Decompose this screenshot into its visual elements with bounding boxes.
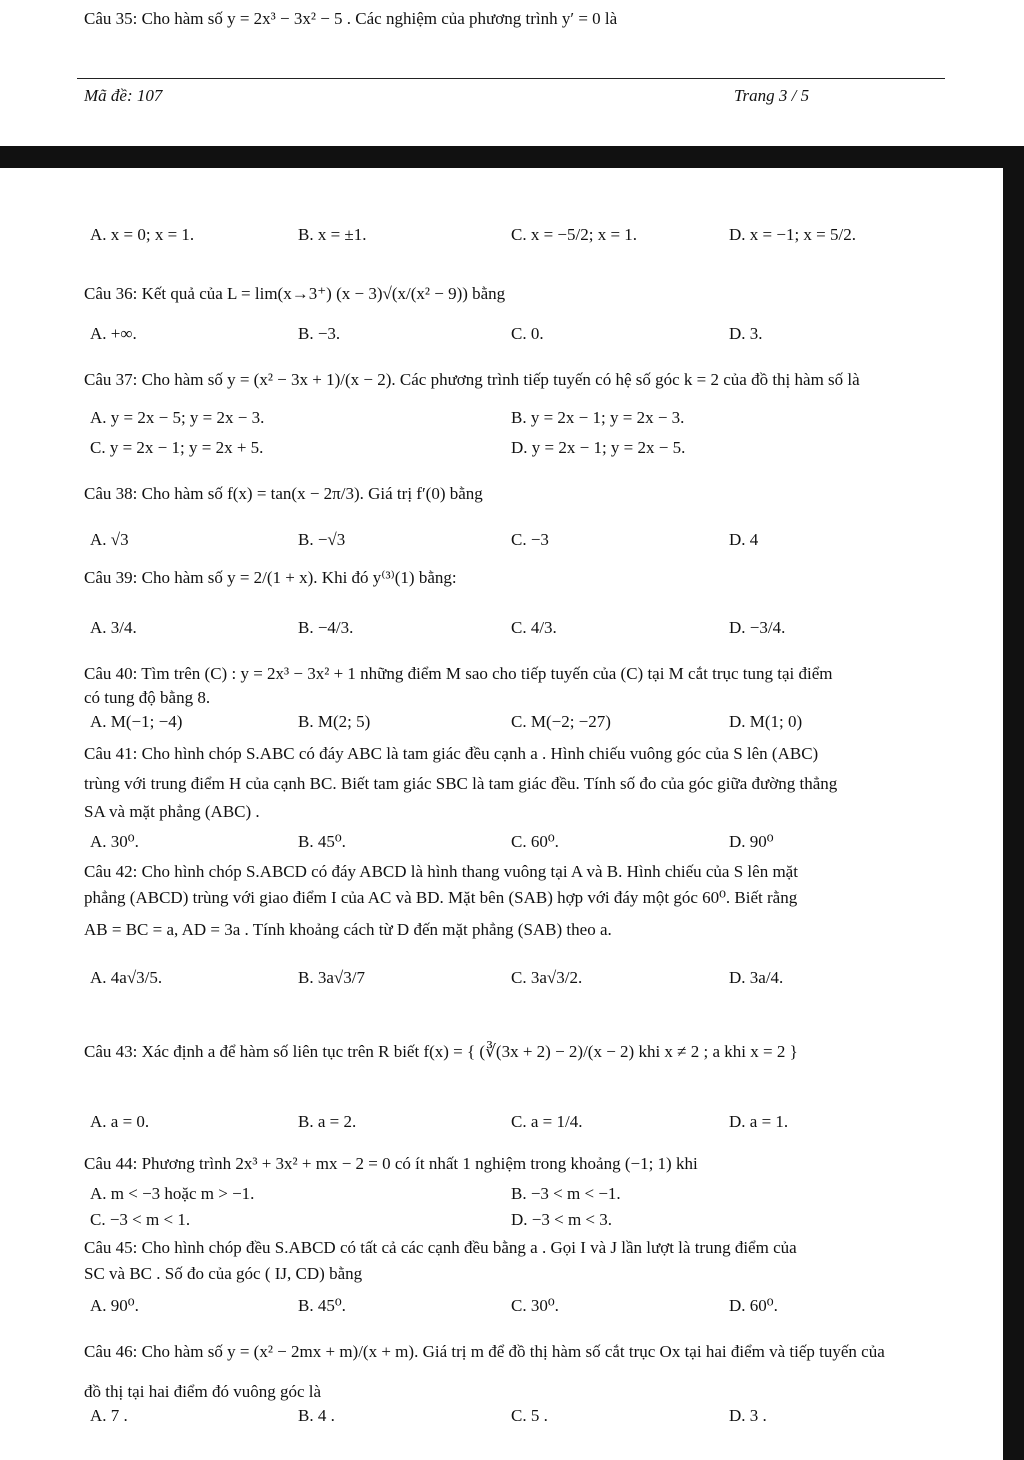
q36-option-c: C. 0. (511, 324, 544, 343)
q37-option-c: C. y = 2x − 1; y = 2x + 5. (90, 438, 264, 457)
q45-stem-line2: SC và BC . Số đo của góc ( IJ, CD) bằng (84, 1264, 363, 1283)
q45-options (0, 1296, 1024, 1320)
q43-stem: Câu 43: Xác định a để hàm số liên tục trên R biết f(x) = { (∛(3x + 2) − 2)/(x − 2) khi x ≠ 2 ; a khi x = 2 } (84, 1042, 798, 1061)
q36-option-d: D. 3. (729, 324, 763, 343)
q41-stem-line1: Câu 41: Cho hình chóp S.ABC có đáy ABC là tam giác đều cạnh a . Hình chiếu vuông góc của S lên (ABC) (84, 744, 819, 763)
q43-options (0, 1112, 1024, 1136)
q44-options-row1 (0, 1184, 1024, 1208)
q36-option-b: B. −3. (298, 324, 341, 343)
q38-option-a: A. √3 (90, 530, 129, 549)
q35-stem: Câu 35: Cho hàm số y = 2x³ − 3x² − 5 . Các nghiệm của phương trình y′ = 0 là (84, 9, 618, 28)
q40-stem-line1: Câu 40: Tìm trên (C) : y = 2x³ − 3x² + 1 những điểm M sao cho tiếp tuyến của (C) tại M cắt trục tung tại điểm (84, 664, 833, 683)
q44-option-d: D. −3 < m < 3. (511, 1210, 613, 1229)
q43-option-b: B. a = 2. (298, 1112, 357, 1131)
q41-option-b: B. 45⁰. (298, 832, 346, 851)
footer-rule (77, 78, 945, 79)
q35-option-b: B. x = ±1. (298, 225, 367, 244)
q41-option-c: C. 60⁰. (511, 832, 559, 851)
scan-edge (1003, 168, 1024, 1460)
q44-option-b: B. −3 < m < −1. (511, 1184, 621, 1203)
q44-stem: Câu 44: Phương trình 2x³ + 3x² + mx − 2 = 0 có ít nhất 1 nghiệm trong khoảng (−1; 1) khi (84, 1154, 698, 1173)
q40-option-b: B. M(2; 5) (298, 712, 371, 731)
q41-stem-line2: trùng với trung điểm H của cạnh BC. Biết tam giác SBC là tam giác đều. Tính số đo của góc giữa đường thẳng (84, 774, 838, 793)
q40-option-c: C. M(−2; −27) (511, 712, 611, 731)
q37-option-b: B. y = 2x − 1; y = 2x − 3. (511, 408, 685, 427)
q38-option-d: D. 4 (729, 530, 759, 549)
q36-option-a: A. +∞. (90, 324, 137, 343)
q44-option-c: C. −3 < m < 1. (90, 1210, 191, 1229)
q38-option-b: B. −√3 (298, 530, 346, 549)
q36-stem: Câu 36: Kết quả của L = lim(x→3⁺) (x − 3)√(x/(x² − 9)) bằng (84, 284, 506, 303)
q46-option-a: A. 7 . (90, 1406, 128, 1425)
q46-stem-line1: Câu 46: Cho hàm số y = (x² − 2mx + m)/(x + m). Giá trị m để đồ thị hàm số cắt trục Ox tại hai điểm và tiếp tuyến của (84, 1342, 885, 1361)
page-separator (0, 146, 1024, 168)
q35-option-a: A. x = 0; x = 1. (90, 225, 195, 244)
q35-option-c: C. x = −5/2; x = 1. (511, 225, 638, 244)
q38-stem: Câu 38: Cho hàm số f(x) = tan(x − 2π/3). Giá trị f′(0) bằng (84, 484, 483, 503)
q39-options (0, 618, 1024, 642)
q39-option-c: C. 4/3. (511, 618, 557, 637)
q37-option-d: D. y = 2x − 1; y = 2x − 5. (511, 438, 686, 457)
q42-options (0, 968, 1024, 992)
q45-stem-line1: Câu 45: Cho hình chóp đều S.ABCD có tất cả các cạnh đều bằng a . Gọi I và J lần lượt là trung điểm của (84, 1238, 797, 1257)
q39-option-b: B. −4/3. (298, 618, 354, 637)
q37-option-a: A. y = 2x − 5; y = 2x − 3. (90, 408, 265, 427)
q38-options (0, 530, 1024, 554)
q42-stem-line3: AB = BC = a, AD = 3a . Tính khoảng cách từ D đến mặt phẳng (SAB) theo a. (84, 920, 612, 939)
q42-option-d: D. 3a/4. (729, 968, 784, 987)
q44-options-row2 (0, 1210, 1024, 1234)
q45-option-a: A. 90⁰. (90, 1296, 139, 1315)
q43-option-c: C. a = 1/4. (511, 1112, 583, 1131)
q40-stem-line2: có tung độ bằng 8. (84, 688, 211, 707)
q40-option-d: D. M(1; 0) (729, 712, 803, 731)
q39-stem: Câu 39: Cho hàm số y = 2/(1 + x). Khi đó y⁽³⁾(1) bằng: (84, 568, 457, 587)
page-number: Trang 3 / 5 (734, 86, 810, 105)
q36-options (0, 324, 1024, 348)
q42-option-b: B. 3a√3/7 (298, 968, 365, 987)
q43-option-a: A. a = 0. (90, 1112, 150, 1131)
q39-option-d: D. −3/4. (729, 618, 786, 637)
q39-option-a: A. 3/4. (90, 618, 137, 637)
q42-stem-line2: phẳng (ABCD) trùng với giao điểm I của AC và BD. Mặt bên (SAB) hợp với đáy một góc 60⁰. Biết rằng (84, 888, 798, 907)
q45-option-c: C. 30⁰. (511, 1296, 559, 1315)
q42-stem-line1: Câu 42: Cho hình chóp S.ABCD có đáy ABCD là hình thang vuông tại A và B. Hình chiếu của S lên mặt (84, 862, 798, 881)
q41-options (0, 832, 1024, 856)
q42-option-a: A. 4a√3/5. (90, 968, 163, 987)
q40-options (0, 712, 1024, 736)
q46-options (0, 1406, 1024, 1430)
q46-stem-line2: đồ thị tại hai điểm đó vuông góc là (84, 1382, 322, 1401)
q35-options (0, 225, 1024, 249)
q40-option-a: A. M(−1; −4) (90, 712, 183, 731)
q46-option-c: C. 5 . (511, 1406, 548, 1425)
q46-option-b: B. 4 . (298, 1406, 335, 1425)
q37-options-row1 (0, 408, 1024, 432)
q44-option-a: A. m < −3 hoặc m > −1. (90, 1184, 255, 1203)
q37-stem: Câu 37: Cho hàm số y = (x² − 3x + 1)/(x − 2). Các phương trình tiếp tuyến có hệ số góc k = 2 của đồ thị hàm số là (84, 370, 860, 389)
q41-option-d: D. 90⁰ (729, 832, 774, 851)
q45-option-b: B. 45⁰. (298, 1296, 346, 1315)
q45-option-d: D. 60⁰. (729, 1296, 778, 1315)
q35-option-d: D. x = −1; x = 5/2. (729, 225, 856, 244)
q41-option-a: A. 30⁰. (90, 832, 139, 851)
exam-code: Mã đề: 107 (84, 86, 163, 105)
q37-options-row2 (0, 438, 1024, 462)
q43-option-d: D. a = 1. (729, 1112, 789, 1131)
q42-option-c: C. 3a√3/2. (511, 968, 583, 987)
q38-option-c: C. −3 (511, 530, 549, 549)
q46-option-d: D. 3 . (729, 1406, 767, 1425)
q41-stem-line3: SA và mặt phẳng (ABC) . (84, 802, 260, 821)
